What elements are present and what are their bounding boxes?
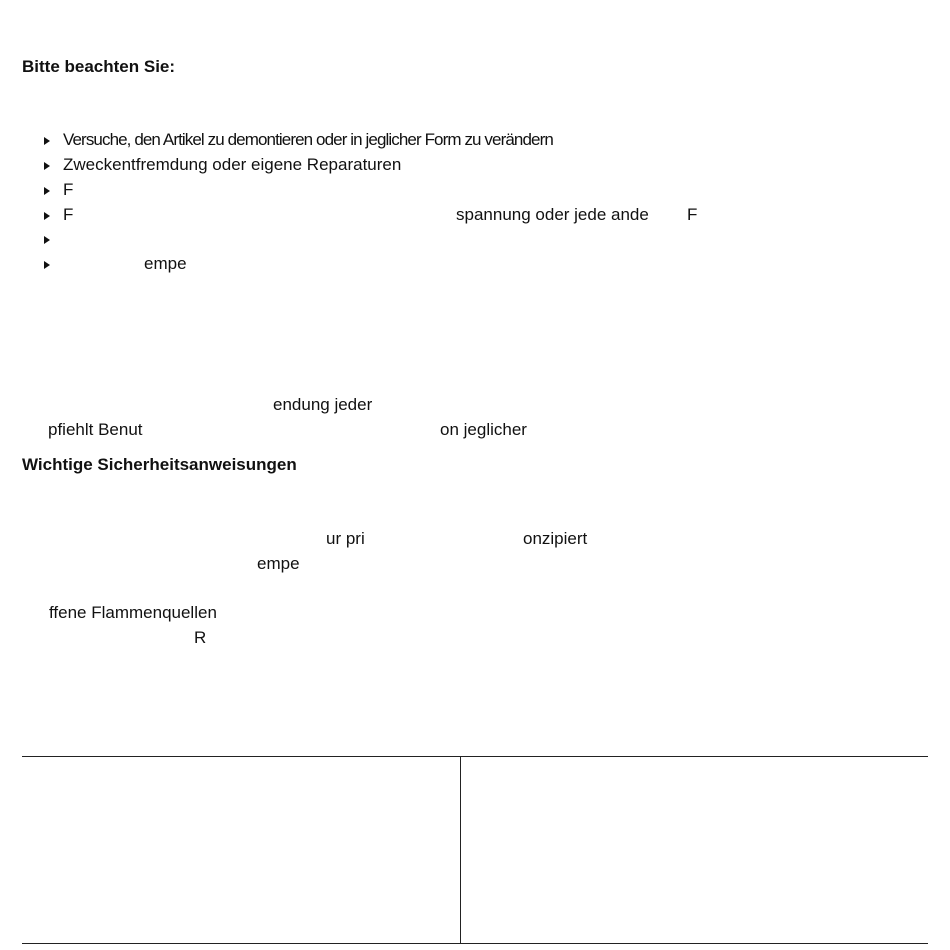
notice-item-text: empe <box>144 254 187 273</box>
bullet-icon <box>44 160 54 170</box>
safety-heading: Wichtige Sicherheitsanweisungen <box>22 455 297 474</box>
notice-item-text: F <box>63 205 74 224</box>
recommendation-text: pfiehlt Benut <box>48 420 143 439</box>
safety-text: ur pri <box>326 529 365 548</box>
safety-text: onzipiert <box>523 529 588 548</box>
notice-item-text: Versuche, den Artikel zu demontieren oder in jeglicher Form zu verändern <box>63 130 553 149</box>
notice-item-text: spannung oder jede ande <box>456 205 649 224</box>
safety-text: ffene Flammenquellen <box>49 603 217 622</box>
bullet-icon <box>44 210 54 220</box>
bullet-icon <box>44 234 54 244</box>
notice-item-text: Zweckentfremdung oder eigene Reparaturen <box>63 155 402 174</box>
recommendation-text: endung jeder <box>273 395 373 414</box>
table-cell-left <box>22 757 461 943</box>
bullet-icon <box>44 135 54 145</box>
safety-text: empe <box>257 554 300 573</box>
table-cell-right <box>462 757 928 943</box>
bullet-icon <box>44 259 54 269</box>
bottom-table <box>22 756 928 944</box>
notice-heading: Bitte beachten Sie: <box>22 57 176 76</box>
bullet-icon <box>44 185 54 195</box>
notice-item-text: F <box>687 205 698 224</box>
safety-text: R <box>194 628 207 647</box>
notice-item-text: F <box>63 180 74 199</box>
recommendation-text: on jeglicher <box>440 420 527 439</box>
notice-bullet-list <box>0 127 950 277</box>
